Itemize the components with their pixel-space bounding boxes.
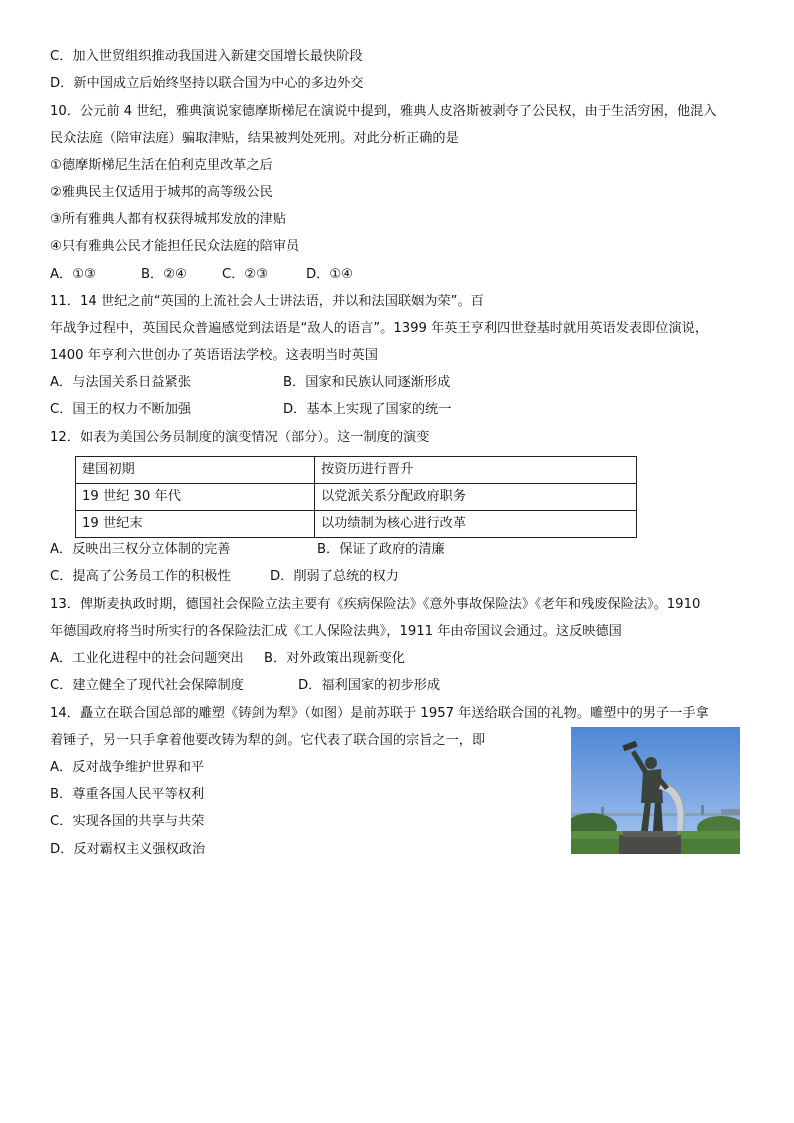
q11-stem-line2: 年战争过程中，英国民众普遍感觉到法语是“敌人的语言”。1399 年英王亨利四世登基时就用英语发表即位演说， bbox=[50, 321, 709, 336]
q14-stem-line2: 着锤子，另一只手拿着他要改铸为犁的剑。它代表了联合国的宗旨之一，即 bbox=[50, 733, 486, 748]
q13-option-d: D．福利国家的初步形成 bbox=[298, 678, 441, 693]
table-cell-practice: 以功绩制为核心进行改革 bbox=[315, 511, 637, 538]
q13-option-a: A．工业化进程中的社会问题突出 bbox=[50, 651, 244, 666]
q10-stem-line2: 民众法庭（陪审法庭）骗取津贴，结果被判处死刑。对此分析正确的是 bbox=[50, 131, 459, 146]
q11-option-a: A．与法国关系日益紧张 bbox=[50, 375, 191, 390]
q13-stem-line2: 年德国政府将当时所实行的各保险法汇成《工人保险法典》，1911 年由帝国议会通过。这反映德国 bbox=[50, 624, 622, 639]
table-row bbox=[76, 484, 637, 511]
q10-option-b: B．②④ bbox=[141, 267, 187, 282]
q9-option-d: D．新中国成立后始终坚持以联合国为中心的多边外交 bbox=[50, 76, 364, 91]
q11-option-c: C．国王的权力不断加强 bbox=[50, 402, 192, 417]
q10-option-c: C．②③ bbox=[222, 267, 269, 282]
table-cell-practice: 按资历进行晋升 bbox=[315, 457, 637, 484]
q10-stem-line1: 10．公元前 4 世纪，雅典演说家德摩斯梯尼在演说中提到，雅典人皮洛斯被剥夺了公民权，由于生活穷困，他混入 bbox=[50, 104, 717, 119]
table-row bbox=[76, 511, 637, 538]
q11-stem-line3: 1400 年亨利六世创办了英语语法学校。这表明当时英国 bbox=[50, 348, 378, 363]
q14-option-d: D．反对霸权主义强权政治 bbox=[50, 842, 206, 857]
q12-option-a: A．反映出三权分立体制的完善 bbox=[50, 542, 231, 557]
q14-stem-line1: 14．矗立在联合国总部的雕塑《铸剑为犁》（如图）是前苏联于 1957 年送给联合国的礼物。雕塑中的男子一手拿 bbox=[50, 706, 709, 721]
q12-option-c: C．提高了公务员工作的积极性 bbox=[50, 569, 231, 584]
q12-stem: 12．如表为美国公务员制度的演变情况（部分）。这一制度的演变 bbox=[50, 430, 430, 445]
q10-statement-4: ④只有雅典公民才能担任民众法庭的陪审员 bbox=[50, 239, 300, 254]
table-cell-practice: 以党派关系分配政府职务 bbox=[315, 484, 637, 511]
table-row bbox=[76, 457, 637, 484]
swords-into-plowshares-sculpture-image bbox=[571, 727, 740, 854]
q14-option-a: A．反对战争维护世界和平 bbox=[50, 760, 205, 775]
sculpture-photo bbox=[571, 727, 740, 854]
q14-option-b: B．尊重各国人民平等权利 bbox=[50, 787, 205, 802]
q10-statement-3: ③所有雅典人都有权获得城邦发放的津贴 bbox=[50, 212, 287, 227]
q12-option-d: D．削弱了总统的权力 bbox=[270, 569, 399, 584]
q11-option-b: B．国家和民族认同逐渐形成 bbox=[283, 375, 451, 390]
q13-option-c: C．建立健全了现代社会保障制度 bbox=[50, 678, 244, 693]
q13-stem-line1: 13．俾斯麦执政时期，德国社会保险立法主要有《疾病保险法》《意外事故保险法》《老年和残废保险法》。1910 bbox=[50, 597, 701, 612]
table-cell-period: 19 世纪末 bbox=[76, 511, 315, 538]
q14-option-c: C．实现各国的共享与共荣 bbox=[50, 814, 205, 829]
q10-option-a: A．①③ bbox=[50, 267, 96, 282]
civil-service-table bbox=[75, 456, 637, 538]
table-cell-period: 建国初期 bbox=[76, 457, 315, 484]
table-cell-period: 19 世纪 30 年代 bbox=[76, 484, 315, 511]
q13-option-b: B．对外政策出现新变化 bbox=[264, 651, 405, 666]
q9-option-c: C．加入世贸组织推动我国进入新建交国增长最快阶段 bbox=[50, 49, 363, 64]
q11-option-d: D．基本上实现了国家的统一 bbox=[283, 402, 452, 417]
q10-statement-1: ①德摩斯梯尼生活在伯利克里改革之后 bbox=[50, 158, 273, 173]
q10-statement-2: ②雅典民主仅适用于城邦的高等级公民 bbox=[50, 185, 273, 200]
q11-stem-line1: 11．14 世纪之前“英国的上流社会人士讲法语，并以和法国联姻为荣”。百 bbox=[50, 294, 484, 309]
q10-option-d: D．①④ bbox=[306, 267, 353, 282]
q12-option-b: B．保证了政府的清廉 bbox=[317, 542, 445, 557]
